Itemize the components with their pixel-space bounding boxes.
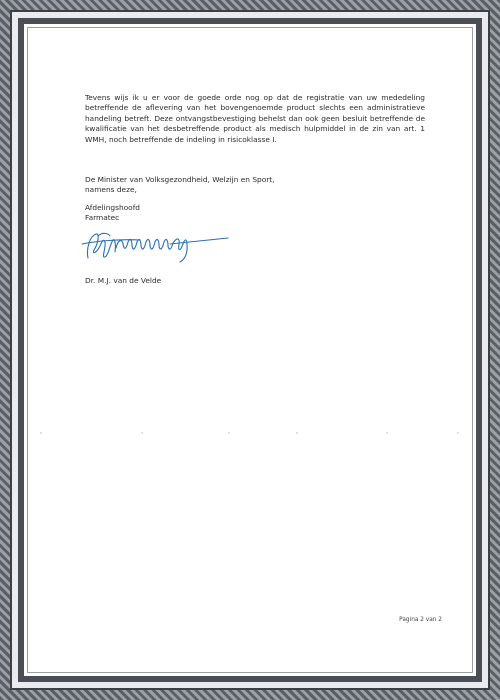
- closing-on-behalf: namens deze,: [85, 185, 137, 194]
- page-number: Pagina 2 van 2: [399, 617, 442, 623]
- letter-page: [28, 28, 472, 672]
- handwritten-signature: [80, 224, 230, 266]
- scan-artifact-dots: [38, 431, 462, 435]
- signatory-name: Dr. M.J. van de Velde: [85, 276, 162, 285]
- closing-minister: De Minister van Volksgezondheid, Welzijn en Sport,: [85, 175, 275, 184]
- signatory-department: Farmatec: [85, 213, 120, 222]
- body-paragraph: Tevens wijs ik u er voor de goede orde nog op dat de registratie van uw mededeling betreffende de aflevering van het bovengenoemde product slechts een administratieve handeling betreft. Deze ontvangstbevestiging behelst dan ook geen besluit betreffende de kwalificatie van het desbetreffende product als medisch hulpmiddel in de zin van art. 1 WMH, noch betreffende de indeling in risicoklasse I.: [85, 93, 425, 144]
- signatory-title: Afdelingshoofd: [85, 203, 140, 212]
